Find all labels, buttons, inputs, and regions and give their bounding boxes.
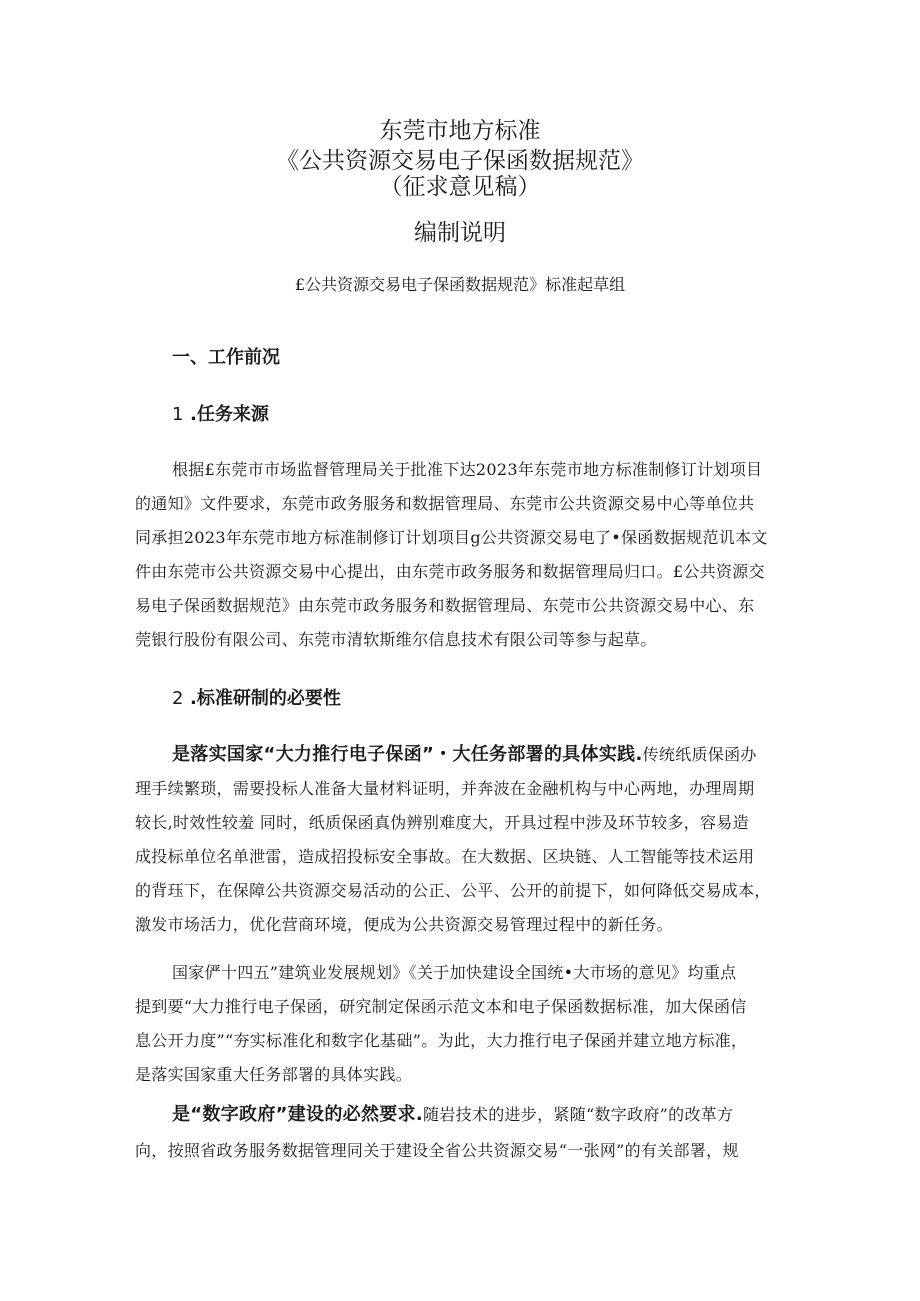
paragraph-text: 随岩技术的进步，紧随“数字政府”的改革方 xyxy=(423,1105,734,1124)
paragraph-line: 易电子保函数据规范》由东莞市政务服务和数据管理局、东莞市公共资源交易中心、东 xyxy=(135,596,755,615)
paragraph-line: 息公开力度”“夯实标准化和数字化基础”。为此，大力推行电子保函并建立地方标准， xyxy=(135,1031,748,1050)
doc-title-line-3: （征求意见稿） xyxy=(379,174,541,200)
doc-title-line-1: 东莞市地方标准 xyxy=(379,118,541,144)
paragraph-line: 的通知》文件要求，东莞市政务服务和数据管理局、东莞市公共资源交易中心等单位共 xyxy=(135,494,755,513)
paragraph-line: 莞银行股份有限公司、东莞市清软斯维尔信息技术有限公司等参与起草。 xyxy=(135,630,657,649)
subsection-heading-1 xyxy=(172,400,269,426)
paragraph-line: 是落实国家重大任务部署的具体实践。 xyxy=(135,1065,413,1084)
paragraph-line: 较长,时效性较羞 同时，纸质保函真伪辨别难度大，开具过程中涉及环节较多，容易造 xyxy=(135,813,749,832)
paragraph-line: 激发市场活力，优化营商环境，便成为公共资源交易管理过程中的新任务。 xyxy=(135,915,673,934)
paragraph-line: 国家俨十四五”建筑业发展规划》《关于加快建设全国统•大市场的意见》均重点 xyxy=(172,963,737,982)
bold-lead: 是“数字政府”建设的必然要求. xyxy=(172,1104,423,1125)
subsection-title: .标准研制的必要性 xyxy=(190,688,341,709)
bold-lead: 是落实国家“大力推行电子保函”・大任务部署的具体实践. xyxy=(172,744,643,765)
paragraph-text: 传统纸质保函办 xyxy=(642,745,757,764)
subsection-number: 2 xyxy=(172,688,184,709)
subsection-heading-2 xyxy=(172,684,341,710)
paragraph-line: 件由东莞市公共资源交易中心提出，由东莞市政务服务和数据管理局归口。£公共资源交 xyxy=(135,562,765,581)
paragraph-line xyxy=(172,1100,790,1126)
paragraph-line xyxy=(172,740,790,766)
paragraph-line: 成投标单位名单泄雷，造成招投标安全事故。在大数据、区块链、人工智能等技术运用 xyxy=(135,847,755,866)
paragraph-line: 向，按照省政务服务数据管理同关于建设全省公共资源交易“一张网”的有关部署，规 xyxy=(135,1141,739,1160)
subsection-number: 1 xyxy=(172,404,184,425)
subsection-title: .任务来源 xyxy=(190,404,269,425)
doc-subtitle: 编制说明 xyxy=(414,220,506,246)
paragraph-line: 提到要“大力推行电子保函，研究制定保函示范文本和电子保函数据标准，加大保函信 xyxy=(135,997,747,1016)
paragraph-line: 同承担2023年东莞市地方标准制修订计划项目g公共资源交易电了•保函数据规范讥本文 xyxy=(135,528,768,547)
section-heading: 一、工作前况 xyxy=(172,347,280,368)
paragraph-line: 的背珏下，在保障公共资源交易活动的公正、公平、公开的前提下，如何降低交易成本， xyxy=(135,881,771,900)
paragraph-line: 理手续繁琐，需要投标人准备大量材料证明，并奔波在金融机构与中心两地，办理周期 xyxy=(135,779,755,798)
doc-byline: £公共资源交易电子保函数据规范》标准起草组 xyxy=(294,275,626,294)
paragraph-line: 根据£东莞市市场监督管理局关于批准下达2023年东莞市地方标准制修订计划项目 xyxy=(172,460,763,479)
doc-title-line-2: 《公共资源交易电子保函数据规范》 xyxy=(276,148,644,174)
